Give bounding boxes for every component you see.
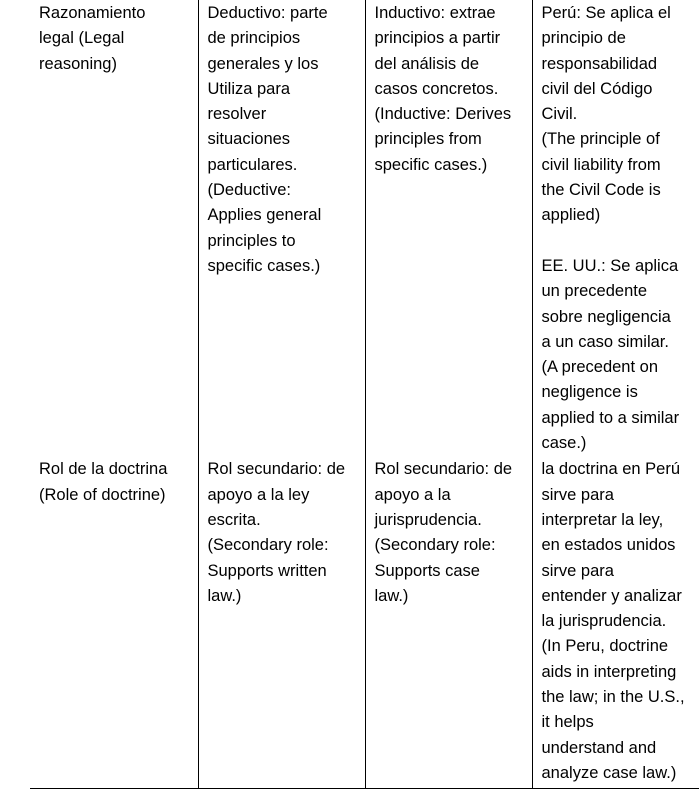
cell-legal-reasoning-inductive <box>365 0 532 456</box>
cell-legal-reasoning-label <box>30 0 198 456</box>
cell-doctrine-case-law <box>365 456 532 789</box>
cell-text: Perú: Se aplica el principio de responsabilidad civil del Código Civil. (The principle of civil liability from the Civil Code is applied) EE. UU.: Se aplica un precedente sobre negligencia a un caso similar. (A precedent on negligence is applied to a similar case.) <box>541 4 680 453</box>
cell-doctrine-label <box>30 456 198 789</box>
cell-doctrine-examples <box>532 456 699 789</box>
comparison-table <box>30 0 699 789</box>
cell-doctrine-written-law <box>198 456 365 789</box>
cell-legal-reasoning-examples <box>532 0 699 456</box>
cell-text: la doctrina en Perú sirve para interpretar la ley, en estados unidos sirve para entender y analizar la jurisprudencia. (In Peru, doctrine aids in interpreting the law; in the U.S., it helps understand and analyze case law.) <box>541 460 685 782</box>
cell-text: Razonamiento legal (Legal reasoning) <box>39 4 146 73</box>
table-row-role-of-doctrine <box>30 456 699 789</box>
cell-text: Rol secundario: de apoyo a la jurisprudencia. (Secondary role: Supports case law.) <box>374 460 513 605</box>
cell-text: Inductivo: extrae principios a partir del análisis de casos concretos. (Inductive: Derives principles from specific cases.) <box>374 4 512 174</box>
cell-text: Deductivo: parte de principios generales y los Utiliza para resolver situaciones particulares. (Deductive: Applies general principles to specific cases.) <box>207 4 328 275</box>
cell-text: Rol de la doctrina (Role of doctrine) <box>39 460 168 504</box>
cell-text: Rol secundario: de apoyo a la ley escrita. (Secondary role: Supports written law.) <box>207 460 346 605</box>
cell-legal-reasoning-deductive <box>198 0 365 456</box>
table-row-legal-reasoning <box>30 0 699 456</box>
